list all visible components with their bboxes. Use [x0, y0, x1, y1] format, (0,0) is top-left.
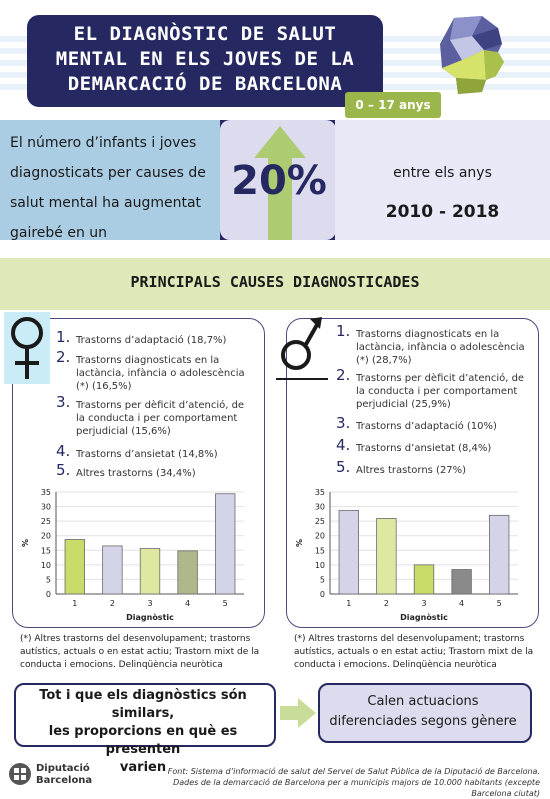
- footer-org-line: Barcelona: [36, 775, 93, 786]
- y-axis-title: %: [295, 538, 304, 548]
- stat-description-line: gairebé en un: [10, 225, 108, 241]
- y-tick-label: 10: [40, 560, 51, 570]
- stat-description-line: El número d’infants i joves: [10, 135, 197, 151]
- y-tick-label: 0: [319, 590, 325, 599]
- range-label: entre els anys: [393, 165, 492, 181]
- age-range-badge: 0 – 17 anys: [345, 92, 441, 118]
- x-tick-label: 3: [147, 599, 153, 608]
- y-tick-label: 20: [314, 531, 325, 541]
- female-diagnosis-list: [56, 328, 256, 484]
- x-axis-title: Diagnòstic: [400, 613, 448, 622]
- list-text: Trastorns d’ansietat (8,4%): [356, 443, 492, 454]
- y-tick-label: 25: [314, 517, 325, 527]
- list-text: Trastorns per dèficit d’atenció, de la conducta i per comportament perjudicial (15,6%): [76, 400, 245, 437]
- y-tick-label: 25: [40, 517, 51, 527]
- stat-description-line: salut mental ha augmentat: [10, 195, 202, 211]
- female-footnote: [20, 633, 270, 672]
- list-text: Trastorns d’adaptació (18,7%): [76, 335, 227, 346]
- x-tick-label: 5: [222, 599, 228, 608]
- x-tick-label: 3: [421, 599, 427, 608]
- male-bar-chart: [292, 486, 532, 622]
- bar: [414, 565, 434, 594]
- list-number: 1.: [56, 328, 71, 346]
- bar: [452, 570, 472, 594]
- x-tick-label: 2: [109, 599, 115, 608]
- y-tick-label: 35: [314, 488, 325, 497]
- list-number: 5.: [56, 461, 71, 479]
- title-line-2: MENTAL EN ELS JOVES DE LA: [55, 48, 355, 70]
- action-line: diferenciades segons gènere: [329, 714, 517, 729]
- range-years: 2010 - 2018: [385, 202, 500, 222]
- male-diagnosis-list: [336, 322, 534, 480]
- y-axis-title: %: [21, 538, 30, 548]
- footnote-line: (*) Altres trastorns del desenvolupament; trastorns: [20, 634, 251, 644]
- y-tick-label: 20: [40, 531, 51, 541]
- x-tick-label: 4: [459, 599, 465, 608]
- list-text: Trastorns per dèficit d’atenció, de la conducta i per comportament perjudicial (25,9%): [356, 373, 525, 410]
- action-text: [318, 692, 528, 732]
- footer-organization: [36, 763, 92, 787]
- bar: [489, 515, 509, 594]
- conclusion-line: Tot i que els diagnòstics són similars,: [39, 688, 247, 721]
- list-number: 5.: [336, 458, 351, 476]
- bar: [377, 519, 397, 594]
- footnote-line: conducta i emocions. Delinqüència neuròtica: [20, 660, 223, 670]
- footer-source-line: Dades de la demarcació de Barcelona per a municipis majors de 10.000 habitants (excepte Barcelona ciutat): [173, 778, 540, 798]
- title-line-1: EL DIAGNÒSTIC DE SALUT: [73, 23, 337, 45]
- stat-description: [10, 128, 215, 248]
- right-arrow-icon: [280, 698, 316, 728]
- list-text: Altres trastorns (27%): [356, 465, 467, 476]
- x-tick-label: 2: [383, 599, 389, 608]
- bar: [65, 540, 85, 594]
- list-text: Trastorns diagnosticats en la lactància, infància o adolescència (*) (16,5%): [76, 355, 245, 392]
- y-tick-label: 30: [40, 502, 51, 512]
- footnote-line: conducta i emocions. Delinqüència neuròtica: [294, 660, 497, 670]
- x-axis-title: Diagnòstic: [126, 613, 174, 622]
- male-symbol-icon: [274, 313, 330, 383]
- head-silhouette-icon: [432, 14, 508, 96]
- x-tick-label: 1: [72, 599, 78, 608]
- bar: [339, 510, 359, 594]
- y-tick-label: 5: [45, 575, 51, 585]
- percentage-value: 20%: [231, 158, 327, 204]
- diputacio-logo-icon: [8, 762, 32, 786]
- list-number: 2.: [336, 366, 351, 384]
- x-tick-label: 4: [185, 599, 191, 608]
- y-tick-label: 10: [314, 560, 325, 570]
- y-tick-label: 5: [319, 575, 325, 585]
- bar: [178, 551, 198, 594]
- list-number: 1.: [336, 322, 351, 340]
- list-text: Trastorns diagnosticats en la lactància, infància o adolescència (*) (28,7%): [356, 329, 525, 366]
- bar: [215, 494, 235, 594]
- female-bar-chart: [18, 486, 258, 622]
- action-line: Calen actuacions: [367, 694, 479, 709]
- y-tick-label: 30: [314, 502, 325, 512]
- causes-title: PRINCIPALS CAUSES DIAGNOSTICADES: [130, 273, 420, 291]
- list-number: 2.: [56, 348, 71, 366]
- footnote-line: (*) Altres trastorns del desenvolupament; trastorns: [294, 634, 525, 644]
- conclusion-line: varien: [119, 760, 167, 775]
- page-title: [27, 22, 383, 97]
- footer-source: [150, 766, 540, 799]
- bar: [140, 549, 160, 594]
- y-tick-label: 15: [314, 546, 325, 556]
- list-number: 3.: [56, 393, 71, 411]
- list-number: 4.: [336, 436, 351, 454]
- bar: [103, 546, 123, 594]
- title-line-3: DEMARCACIÓ DE BARCELONA: [67, 73, 343, 95]
- y-tick-label: 15: [40, 546, 51, 556]
- footnote-line: autístics, actuals o en estat actiu; Trastorn mixt de la: [294, 647, 534, 657]
- footer-org-line: Diputació: [36, 763, 90, 774]
- list-text: Trastorns d’ansietat (14,8%): [76, 449, 218, 460]
- list-number: 3.: [336, 414, 351, 432]
- x-tick-label: 5: [496, 599, 502, 608]
- footnote-line: autístics, actuals o en estat actiu; Trastorn mixt de la: [20, 647, 260, 657]
- x-tick-label: 1: [346, 599, 352, 608]
- conclusion-line: les proporcions en què es presenten: [48, 724, 238, 757]
- footer-source-line: Font: Sistema d’informació de salut del Servei de Salut Pública de la Diputació de Barcelona.: [167, 767, 540, 776]
- male-footnote: [294, 633, 544, 672]
- list-text: Altres trastorns (34,4%): [76, 468, 196, 479]
- female-symbol-icon: [7, 313, 47, 383]
- y-tick-label: 35: [40, 488, 51, 497]
- y-tick-label: 0: [45, 590, 51, 599]
- stat-description-line: diagnosticats per causes de: [10, 165, 206, 181]
- list-number: 4.: [56, 442, 71, 460]
- list-text: Trastorns d’adaptació (10%): [356, 421, 497, 432]
